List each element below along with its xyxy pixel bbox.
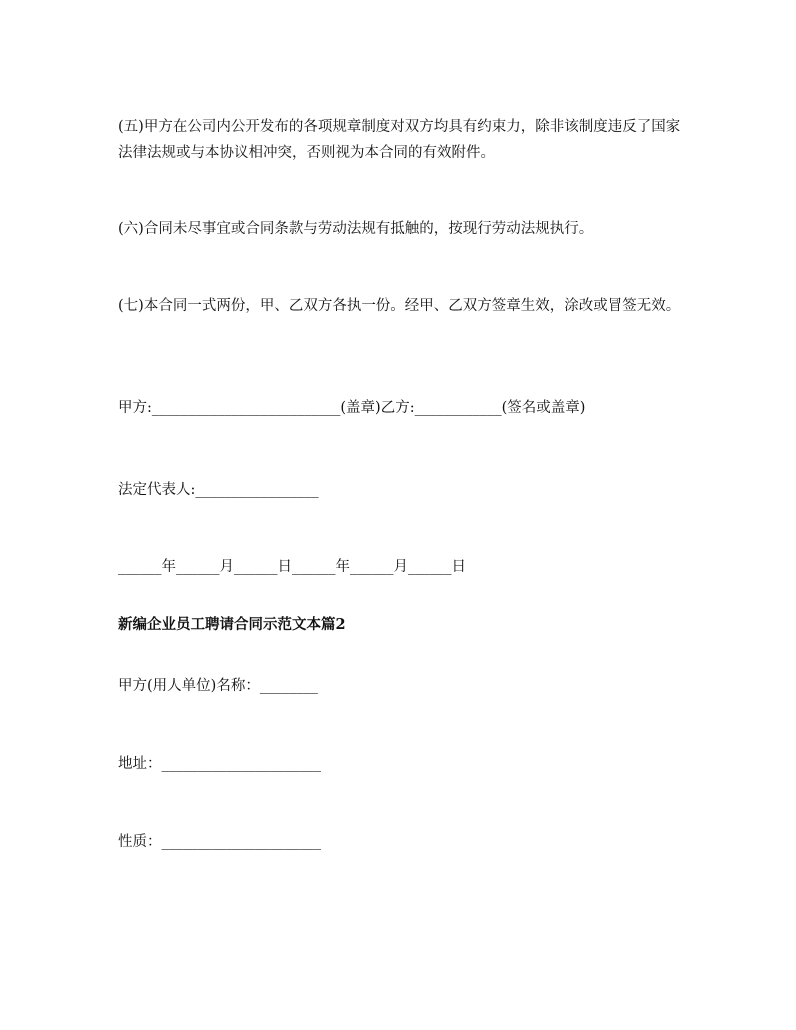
clause-6-paragraph: (六)合同未尽事宜或合同条款与劳动法规有抵触的，按现行劳动法规执行。 — [118, 221, 594, 237]
clause-5-paragraph: (五)甲方在公司内公开发布的各项规章制度对双方均具有约束力，除非该制度违反了国家法律法规或与本协议相冲突，否则视为本合同的有效附件。 — [118, 119, 681, 161]
employer-name-line: 甲方(用人单位)名称：________ — [118, 678, 318, 694]
legal-representative-line: 法定代表人:_________________ — [118, 482, 319, 498]
address-line: 地址：______________________ — [118, 756, 321, 772]
section-heading: 新编企业员工聘请合同示范文本篇2 — [118, 616, 346, 633]
date-line: ______年______月______日______年______月______日 — [118, 559, 466, 575]
clause-7-paragraph: (七)本合同一式两份，甲、乙双方各执一份。经甲、乙双方签章生效，涂改或冒签无效。 — [118, 298, 681, 314]
signature-line: 甲方:__________________________(盖章)乙方:____________(签名或盖章) — [118, 400, 586, 416]
nature-line: 性质：______________________ — [118, 834, 321, 850]
